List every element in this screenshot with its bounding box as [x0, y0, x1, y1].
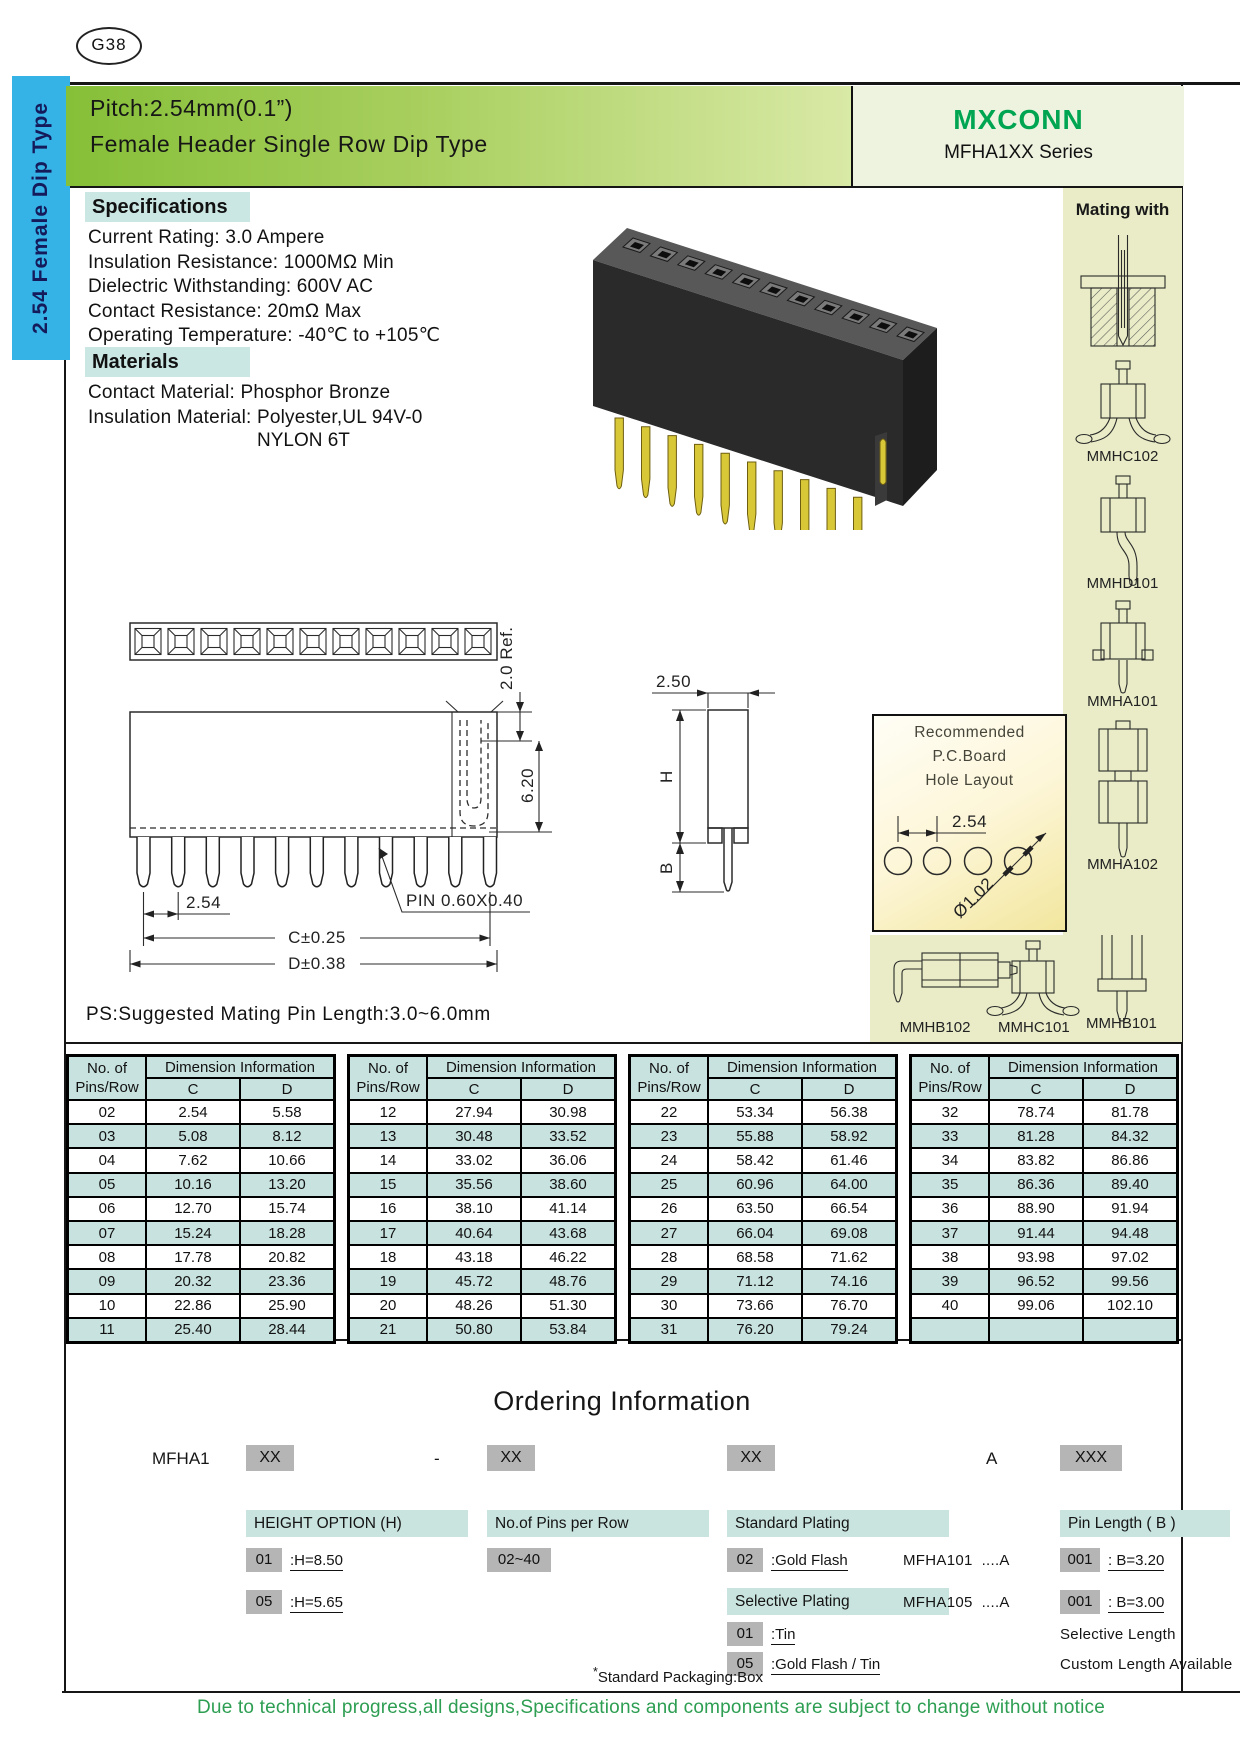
- part-prefix: MFHA1: [152, 1449, 210, 1468]
- table-cell: 86.86: [1084, 1149, 1176, 1171]
- product-title: Female Header Single Row Dip Type: [90, 131, 488, 157]
- table-header-dimension: Dimension Information: [709, 1057, 895, 1077]
- table-cell: 08: [69, 1246, 145, 1268]
- table-cell: 74.16: [803, 1270, 895, 1292]
- table-cell: 51.30: [522, 1295, 614, 1317]
- mmhc102-icon: [1076, 361, 1170, 444]
- table-header-dimension: Dimension Information: [147, 1057, 333, 1077]
- table-cell: 88.90: [990, 1198, 1082, 1220]
- length-label-1: : B=3.20: [1108, 1552, 1165, 1569]
- table-cell: 31: [631, 1319, 707, 1341]
- table-cell: 26: [631, 1198, 707, 1220]
- pcb-socket-section-icon: [1081, 235, 1165, 346]
- table-cell: 34: [912, 1149, 988, 1171]
- mmhb102-icon: [894, 953, 1017, 1002]
- series-name: MFHA1XX Series: [944, 142, 1093, 163]
- table-cell: 17.78: [147, 1246, 239, 1268]
- height-code-01: 01: [246, 1548, 282, 1572]
- table-header-dimension: Dimension Information: [428, 1057, 614, 1077]
- table-cell: 24: [631, 1149, 707, 1171]
- spec-line: Current Rating: 3.0 Ampere: [88, 227, 325, 248]
- technical-drawing: [60, 540, 780, 1010]
- standard-plating-header: Standard Plating: [727, 1510, 949, 1537]
- table-cell: 69.08: [803, 1222, 895, 1244]
- table-cell: 03: [69, 1125, 145, 1147]
- mating-part-label: MMHD101: [1086, 575, 1159, 592]
- table-cell: 8.12: [241, 1125, 333, 1147]
- mmhd101-icon: [1101, 476, 1145, 586]
- sidebar-label: 2.54 Female Dip Type: [29, 101, 52, 335]
- page-ref-badge: G38: [76, 27, 142, 65]
- table-header-d: D: [241, 1079, 333, 1099]
- table-cell: 83.82: [990, 1149, 1082, 1171]
- table-cell: 40.64: [428, 1222, 520, 1244]
- table-cell: 30.48: [428, 1125, 520, 1147]
- pcb-hole-layout-box: [872, 714, 1067, 932]
- table-header-pins: No. of Pins/Row: [912, 1057, 988, 1099]
- table-cell: 04: [69, 1149, 145, 1171]
- height-label-05: :H=5.65: [290, 1594, 343, 1611]
- svg-text:B: B: [657, 862, 676, 874]
- pins-per-row-header: No.of Pins per Row: [487, 1510, 709, 1537]
- table-cell: 38.10: [428, 1198, 520, 1220]
- table-cell: 25.40: [147, 1319, 239, 1341]
- pitch-title: Pitch:2.54mm(0.1”): [90, 95, 293, 121]
- header-rule: [64, 186, 1182, 188]
- mating-part-label: MMHC102: [1086, 448, 1159, 465]
- table-cell: 46.22: [522, 1246, 614, 1268]
- dimension-table-group: [909, 1054, 1179, 1344]
- plating-code-tin: 01: [727, 1622, 763, 1646]
- table-cell: 91.94: [1084, 1198, 1176, 1220]
- table-cell: 58.42: [709, 1149, 801, 1171]
- table-header-pins: No. of Pins/Row: [350, 1057, 426, 1099]
- table-cell: 22.86: [147, 1295, 239, 1317]
- table-header-c: C: [990, 1079, 1082, 1099]
- height-label-01: :H=8.50: [290, 1552, 343, 1569]
- table-cell: 27.94: [428, 1101, 520, 1123]
- table-cell: 53.84: [522, 1319, 614, 1341]
- table-cell: 93.98: [990, 1246, 1082, 1268]
- table-cell: 29: [631, 1270, 707, 1292]
- code-dash: -: [434, 1449, 440, 1468]
- table-cell: 30.98: [522, 1101, 614, 1123]
- code-box-height: XX: [246, 1445, 294, 1471]
- table-cell: 84.32: [1084, 1125, 1176, 1147]
- footer-disclaimer: Due to technical progress,all designs,Specifications and components are subject to change without notice: [197, 1697, 1105, 1718]
- table-cell: 20: [350, 1295, 426, 1317]
- table-cell: 18: [350, 1246, 426, 1268]
- length-code-1: 001: [1060, 1548, 1100, 1572]
- table-cell: 23.36: [241, 1270, 333, 1292]
- pcb-title-line: P.C.Board: [932, 748, 1007, 765]
- table-cell: 39: [912, 1270, 988, 1292]
- pins-range: 02~40: [487, 1548, 551, 1572]
- svg-text:2.50: 2.50: [656, 672, 692, 691]
- dim-d: [130, 950, 497, 973]
- material-line: Contact Material: Phosphor Bronze: [88, 382, 391, 403]
- table-cell: 61.46: [803, 1149, 895, 1171]
- table-cell: 25: [631, 1174, 707, 1196]
- mmhb101-icon: [1098, 935, 1146, 1021]
- table-cell: 05: [69, 1174, 145, 1196]
- table-cell: 12.70: [147, 1198, 239, 1220]
- table-cell: 17: [350, 1222, 426, 1244]
- code-box-pins: XX: [487, 1445, 535, 1471]
- table-header-d: D: [803, 1079, 895, 1099]
- spec-line: Dielectric Withstanding: 600V AC: [88, 276, 374, 297]
- code-a: A: [986, 1449, 998, 1468]
- table-cell: 20.32: [147, 1270, 239, 1292]
- table-cell: 37: [912, 1222, 988, 1244]
- table-cell: 40: [912, 1295, 988, 1317]
- custom-length-note: Custom Length Available: [1060, 1656, 1233, 1673]
- table-cell: 5.58: [241, 1101, 333, 1123]
- table-cell: 38: [912, 1246, 988, 1268]
- mating-part-label: MMHA101: [1087, 693, 1158, 710]
- table-header-d: D: [1084, 1079, 1176, 1099]
- table-cell: 63.50: [709, 1198, 801, 1220]
- svg-text:2.0 Ref.: 2.0 Ref.: [497, 626, 516, 690]
- packaging-note: *Standard Packaging:Box: [593, 1665, 763, 1686]
- plating-code-gft: 05: [727, 1652, 763, 1676]
- table-cell: 76.70: [803, 1295, 895, 1317]
- table-cell: 09: [69, 1270, 145, 1292]
- table-cell: 10.16: [147, 1174, 239, 1196]
- ps-note: PS:Suggested Mating Pin Length:3.0~6.0mm: [86, 1004, 491, 1025]
- table-cell: 81.28: [990, 1125, 1082, 1147]
- table-cell: 71.62: [803, 1246, 895, 1268]
- height-code-05: 05: [246, 1590, 282, 1614]
- table-cell: 13: [350, 1125, 426, 1147]
- svg-text:D±0.38: D±0.38: [288, 954, 346, 973]
- table-cell: 10.66: [241, 1149, 333, 1171]
- specifications-list: [88, 226, 440, 349]
- mmha102-icon: [1099, 721, 1147, 857]
- table-cell: 22: [631, 1101, 707, 1123]
- table-cell: 11: [69, 1319, 145, 1341]
- table-cell: 06: [69, 1198, 145, 1220]
- table-cell: 7.62: [147, 1149, 239, 1171]
- spec-line: Contact Resistance: 20mΩ Max: [88, 300, 362, 322]
- svg-text:C±0.25: C±0.25: [288, 928, 346, 947]
- table-cell: 15: [350, 1174, 426, 1196]
- plating-code-02: 02: [727, 1548, 763, 1572]
- table-cell: 68.58: [709, 1246, 801, 1268]
- svg-text:PIN 0.60X0.40: PIN 0.60X0.40: [406, 891, 524, 910]
- table-cell: [1084, 1319, 1176, 1341]
- selective-plating-header: Selective Plating: [727, 1588, 949, 1615]
- table-header-c: C: [428, 1079, 520, 1099]
- dimension-table-group: [347, 1054, 617, 1344]
- table-cell: 07: [69, 1222, 145, 1244]
- sidebar-category-tab: [12, 76, 70, 360]
- table-cell: 78.74: [990, 1101, 1082, 1123]
- table-cell: 73.66: [709, 1295, 801, 1317]
- table-cell: 50.80: [428, 1319, 520, 1341]
- mating-part-label: MMHA102: [1087, 856, 1158, 873]
- table-cell: 36.06: [522, 1149, 614, 1171]
- table-cell: 43.68: [522, 1222, 614, 1244]
- selective-length-note: Selective Length: [1060, 1626, 1176, 1643]
- table-cell: 48.76: [522, 1270, 614, 1292]
- table-cell: 53.34: [709, 1101, 801, 1123]
- table-cell: 99.06: [990, 1295, 1082, 1317]
- pcb-title-line: Recommended: [914, 724, 1025, 741]
- materials-heading: Materials: [85, 347, 250, 377]
- series-note-1: MFHA101 ....A: [903, 1552, 1010, 1569]
- side-view: [652, 672, 775, 892]
- table-cell: 55.88: [709, 1125, 801, 1147]
- table-cell: 89.40: [1084, 1174, 1176, 1196]
- table-cell: 58.92: [803, 1125, 895, 1147]
- mmha101-icon: [1093, 601, 1153, 693]
- table-cell: 30: [631, 1295, 707, 1317]
- table-cell: 99.56: [1084, 1270, 1176, 1292]
- drawing-rule: [64, 1042, 1182, 1044]
- code-box-length: XXX: [1060, 1445, 1122, 1471]
- table-cell: 76.20: [709, 1319, 801, 1341]
- table-cell: 19: [350, 1270, 426, 1292]
- svg-text:2.54: 2.54: [186, 893, 222, 912]
- svg-text:H: H: [657, 770, 676, 783]
- specifications-heading: Specifications: [85, 192, 250, 222]
- pcb-hole-diagram: [874, 806, 1061, 928]
- table-cell: 66.04: [709, 1222, 801, 1244]
- table-cell: 86.36: [990, 1174, 1082, 1196]
- plating-label-tin: :Tin: [771, 1626, 796, 1643]
- title-band: [66, 86, 851, 186]
- table-cell: 28: [631, 1246, 707, 1268]
- table-cell: [912, 1319, 988, 1341]
- table-header-d: D: [522, 1079, 614, 1099]
- table-cell: 35.56: [428, 1174, 520, 1196]
- table-cell: 56.38: [803, 1101, 895, 1123]
- table-cell: 96.52: [990, 1270, 1082, 1292]
- material-line-indent: NYLON 6T: [257, 430, 350, 451]
- top-rule: [62, 82, 1240, 85]
- table-cell: 15.74: [241, 1198, 333, 1220]
- svg-text:2.54: 2.54: [952, 812, 988, 831]
- table-cell: 32: [912, 1101, 988, 1123]
- mating-heading: Mating with: [1075, 200, 1170, 219]
- table-cell: 71.12: [709, 1270, 801, 1292]
- table-cell: 81.78: [1084, 1101, 1176, 1123]
- pcb-title-line: Hole Layout: [925, 772, 1014, 789]
- table-cell: 27: [631, 1222, 707, 1244]
- table-cell: 16: [350, 1198, 426, 1220]
- product-photo: [575, 200, 945, 530]
- code-box-plating: XX: [727, 1445, 775, 1471]
- mating-part-label: MMHC101: [998, 1019, 1070, 1036]
- table-cell: 20.82: [241, 1246, 333, 1268]
- table-cell: 02: [69, 1101, 145, 1123]
- table-header-pins: No. of Pins/Row: [69, 1057, 145, 1099]
- ordering-title: Ordering Information: [493, 1386, 751, 1416]
- table-cell: 45.72: [428, 1270, 520, 1292]
- table-cell: 60.96: [709, 1174, 801, 1196]
- table-cell: 48.26: [428, 1295, 520, 1317]
- table-cell: 2.54: [147, 1101, 239, 1123]
- table-header-pins: No. of Pins/Row: [631, 1057, 707, 1099]
- table-header-c: C: [709, 1079, 801, 1099]
- length-label-2: : B=3.00: [1108, 1594, 1165, 1611]
- plating-label-02: :Gold Flash: [771, 1552, 848, 1569]
- table-cell: 102.10: [1084, 1295, 1176, 1317]
- svg-text:Ø1.02: Ø1.02: [949, 873, 998, 922]
- table-header-c: C: [147, 1079, 239, 1099]
- plating-label-gft: :Gold Flash / Tin: [771, 1656, 881, 1673]
- table-cell: 66.54: [803, 1198, 895, 1220]
- table-cell: 23: [631, 1125, 707, 1147]
- table-cell: 64.00: [803, 1174, 895, 1196]
- table-cell: [990, 1319, 1082, 1341]
- table-cell: 33.02: [428, 1149, 520, 1171]
- table-cell: 43.18: [428, 1246, 520, 1268]
- materials-list: [88, 381, 423, 430]
- table-cell: 14: [350, 1149, 426, 1171]
- table-cell: 36: [912, 1198, 988, 1220]
- table-cell: 33: [912, 1125, 988, 1147]
- table-cell: 10: [69, 1295, 145, 1317]
- table-cell: 94.48: [1084, 1222, 1176, 1244]
- spec-line: Insulation Resistance: 1000MΩ Min: [88, 251, 394, 273]
- mating-part-label: MMHB102: [899, 1019, 971, 1036]
- table-cell: 25.90: [241, 1295, 333, 1317]
- spec-line: Operating Temperature: -40℃ to +105℃: [88, 325, 441, 346]
- table-cell: 91.44: [990, 1222, 1082, 1244]
- brand-box: [851, 86, 1184, 186]
- table-cell: 33.52: [522, 1125, 614, 1147]
- mating-part-label: MMHB101: [1086, 1015, 1157, 1032]
- brand-logo-text: MXCONN: [953, 104, 1084, 135]
- table-cell: 79.24: [803, 1319, 895, 1341]
- table-cell: 38.60: [522, 1174, 614, 1196]
- pin-length-header: Pin Length ( B ): [1060, 1510, 1230, 1537]
- table-cell: 15.24: [147, 1222, 239, 1244]
- footer-rule: [62, 1691, 1240, 1693]
- length-code-2: 001: [1060, 1590, 1100, 1614]
- table-cell: 35: [912, 1174, 988, 1196]
- top-view: [130, 623, 497, 660]
- table-cell: 12: [350, 1101, 426, 1123]
- table-cell: 41.14: [522, 1198, 614, 1220]
- series-note-2: MFHA105 ....A: [903, 1594, 1010, 1611]
- table-cell: 21: [350, 1319, 426, 1341]
- dimension-table-group: [628, 1054, 898, 1344]
- height-option-header: HEIGHT OPTION (H): [246, 1510, 468, 1537]
- dimension-table-group: [66, 1054, 336, 1344]
- front-view: [130, 701, 503, 887]
- svg-text:6.20: 6.20: [518, 767, 537, 803]
- table-cell: 18.28: [241, 1222, 333, 1244]
- dim-6-20: [489, 741, 552, 832]
- mating-diagrams: [1063, 188, 1182, 1042]
- table-header-dimension: Dimension Information: [990, 1057, 1176, 1077]
- table-cell: 5.08: [147, 1125, 239, 1147]
- table-cell: 13.20: [241, 1174, 333, 1196]
- material-line: Insulation Material: Polyester,UL 94V-0: [88, 406, 423, 428]
- table-cell: 28.44: [241, 1319, 333, 1341]
- table-cell: 97.02: [1084, 1246, 1176, 1268]
